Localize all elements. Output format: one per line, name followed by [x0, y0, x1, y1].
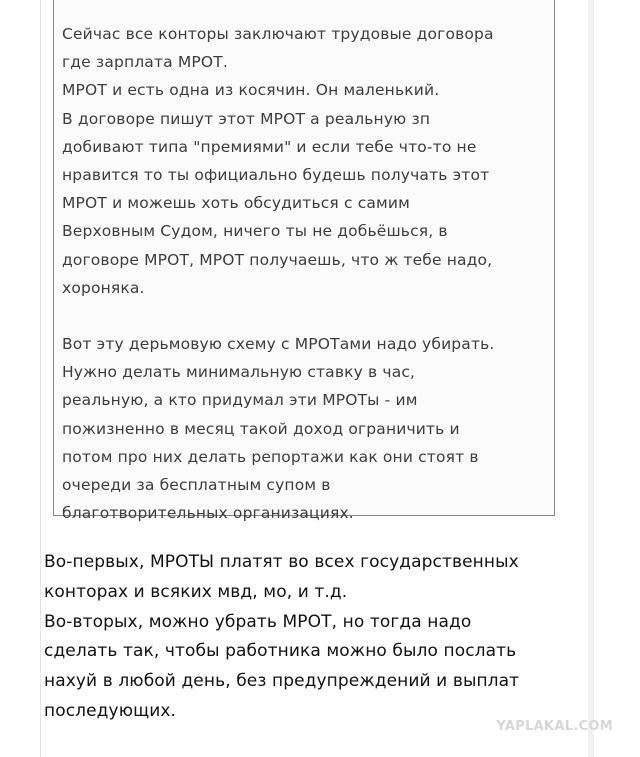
watermark-logo: YAPLAKAL.COM	[496, 719, 613, 734]
page-border	[588, 0, 594, 757]
quote-paragraph-2: Вот эту дерьмовую схему с МРОТами надо убирать. Нужно делать минимальную ставку в час, реальную, а кто придумал эти МРОТы - им пожизненно в месяц такой доход ограничить и потом про них делать репортажи как они стоят в очереди за бесплатным супом в благотворительных организациях.	[62, 335, 495, 523]
quote-spacer	[62, 302, 546, 330]
quote-paragraph-1: Сейчас все конторы заключают трудовые договора где зарплата МРОТ. МРОТ и есть одна из косячин. Он маленький. В договоре пишут этот МРОТ а реальную зп добивают типа "премиями" и если тебе что-то не нравится то ты официально будешь получать этот МРОТ и можешь хоть обсудиться с самим Верховным Судом, ничего ты не добьёшься, в договоре МРОТ, МРОТ получаешь, что ж тебе надо, хороняка.	[62, 25, 494, 297]
reply-text: Во-первых, МРОТЫ платят во всех государственных конторах и всяких мвд, мо, и т.д. Во-вторых, можно убрать МРОТ, но тогда надо сделать так, чтобы работника можно было послать нахуй в любой день, без предупреждений и выплат последующих.	[44, 552, 520, 721]
reply-block	[44, 548, 584, 727]
quote-block	[53, 0, 555, 523]
